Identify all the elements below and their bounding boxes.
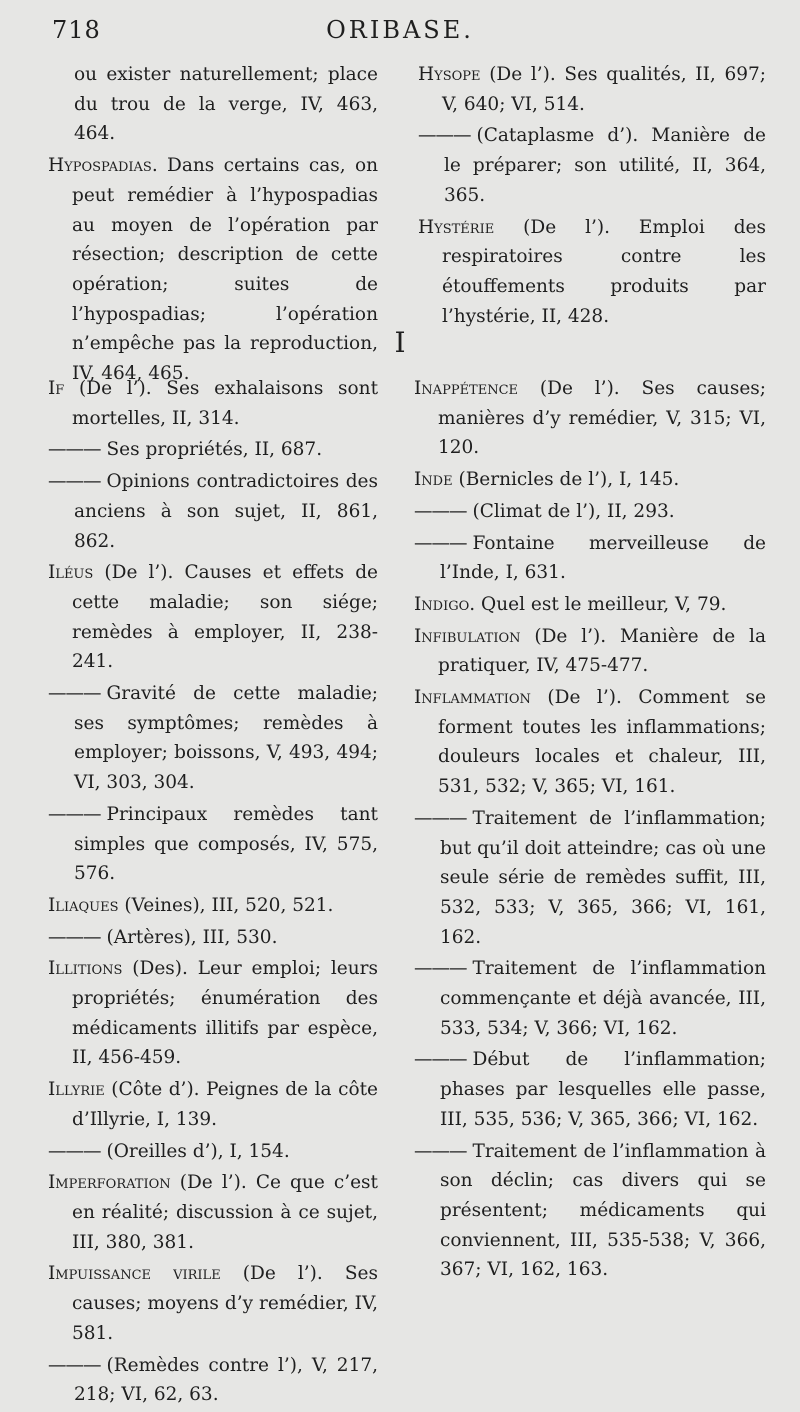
index-entry [414,465,766,495]
index-term: Hypospadias. [48,155,158,177]
index-term: Illyrie [48,1079,105,1101]
ditto-dash: ——— [48,803,101,825]
index-subentry [418,121,766,210]
ditto-dash: ——— [48,439,101,461]
index-subentry [48,435,378,465]
index-term: Imperforation [48,1172,171,1194]
index-text: (Bernicles de l’), I, 145. [452,469,680,491]
index-continuation [48,60,378,149]
ditto-dash: ——— [414,1049,467,1071]
index-text: (De l’). Emploi des respiratoires contre les étouffements produits par l’hystérie, II, 428. [442,216,766,327]
index-subentry [48,1351,378,1410]
index-text: Traitement de l’inflammation à son déclin; cas divers qui se présentent; médicaments qui conviennent, III, 535-538; V, 366, 367; VI, 162, 163. [440,1140,766,1281]
index-subentry [414,1137,766,1286]
index-text: (De l’). Ce que c’est en réalité; discussion à ce sujet, III, 380, 381. [72,1172,378,1253]
index-entry [418,213,766,332]
column-bottom-left [48,374,378,1412]
index-text: Ses propriétés, II, 687. [106,439,323,461]
running-title: ORIBASE. [326,16,474,44]
index-entry [414,622,766,681]
index-text: Gravité de cette maladie; ses symptômes; remèdes à employer; boissons, V, 493, 494; VI, 303, 304. [74,683,378,794]
index-entry [48,1075,378,1134]
index-term: Iléus [48,562,94,584]
index-text: (Côte d’). Peignes de la côte d’Illyrie, I, 139. [72,1079,378,1130]
index-text: (Des). Leur emploi; leurs propriétés; énumération des médicaments illitifs par espèce, II, 456-459. [72,958,378,1069]
index-subentry [414,529,766,588]
index-subentry [48,800,378,889]
ditto-dash: ——— [48,471,101,493]
ditto-dash: ——— [48,1354,101,1376]
ditto-dash: ——— [48,926,101,948]
index-term: Infibulation [414,625,521,647]
index-term: If [48,378,65,399]
index-entry [48,558,378,677]
page-number: 718 [52,16,101,44]
index-entry [48,374,378,433]
index-text: (De l’). Manière de la pratiquer, IV, 475-477. [438,625,766,677]
index-text: Opinions contradictoires des anciens à son sujet, II, 861, 862. [74,471,378,552]
index-term: Inflammation [414,687,531,709]
column-top-right [418,60,766,333]
index-text: Traitement de l’inflammation commençante et déjà avancée, III, 533, 534; V, 366; VI, 162. [440,958,766,1039]
ditto-dash: ——— [414,532,467,554]
index-term: Inappétence [414,378,519,399]
index-term: Impuissance virile [48,1263,221,1285]
index-text: Traitement de l’inflammation; but qu’il doit atteindre; cas où une seule série de remèdes suffit, III, 532, 533; V, 365, 366; VI, 161, 162. [440,807,766,948]
index-subentry [48,923,378,953]
ditto-dash: ——— [48,683,101,705]
index-subentry [48,679,378,798]
index-subentry [414,497,766,527]
index-term: Illitions [48,958,123,980]
index-entry [414,590,766,620]
index-subentry [48,1137,378,1167]
page-header [0,12,800,52]
index-term: Hystérie [418,216,495,238]
index-text: Quel est le meilleur, V, 79. [475,593,727,615]
index-text: (De l’). Causes et effets de cette maladie; son siége; remèdes à employer, II, 238-241. [72,562,378,673]
index-term: Hysope [418,64,481,85]
index-text: (De l’). Ses causes; manières d’y remédier, V, 315; VI, 120. [438,378,766,459]
index-text: (Climat de l’), II, 293. [472,500,675,522]
index-text: (Remèdes contre l’), V, 217, 218; VI, 62, 63. [74,1354,378,1406]
index-text: Principaux remèdes tant simples que composés, IV, 575, 576. [74,803,378,885]
index-term: Inde [414,469,453,491]
index-subentry [414,1045,766,1134]
index-entry [418,60,766,119]
index-subentry [414,804,766,953]
index-text: Dans certains cas, on peut remédier à l’hypospadias au moyen de l’opération par résection; description de cette opération; suites de l’hypospadias; l’opération n’empêche pas la reproduction, IV, 464, 465. [72,155,378,385]
index-text: Fontaine merveilleuse de l’Inde, I, 631. [440,532,766,584]
index-subentry [48,467,378,556]
column-bottom-right [414,374,766,1287]
ditto-dash: ——— [414,1140,467,1162]
index-term: Iliaques [48,894,119,916]
index-text: (Cataplasme d’). Manière de le préparer; son utilité, II, 364, 365. [444,125,766,206]
index-entry [48,1168,378,1257]
index-text: Début de l’inflammation; phases par lesquelles elle passe, III, 535, 536; V, 365, 366; VI, 162. [440,1049,766,1130]
ditto-dash: ——— [414,958,467,980]
index-entry [414,374,766,463]
index-text: (De l’). Ses causes; moyens d’y remédier, IV, 581. [72,1263,378,1344]
index-entry [48,954,378,1073]
index-text: (De l’). Ses qualités, II, 697; V, 640; VI, 514. [442,64,766,115]
index-text: ou exister naturellement; place du trou de la verge, IV, 463, 464. [74,64,378,145]
index-subentry [414,954,766,1043]
index-text: (De l’). Ses exhalaisons sont mortelles, II, 314. [64,378,378,429]
ditto-dash: ——— [414,500,467,522]
ditto-dash: ——— [48,1140,101,1162]
ditto-dash: ——— [418,125,471,147]
index-text: (Artères), III, 530. [106,926,278,948]
index-entry [48,891,378,921]
index-text: (Oreilles d’), I, 154. [106,1140,290,1162]
section-letter: I [394,326,406,359]
index-text: (De l’). Comment se forment toutes les inflammations; douleurs locales et chaleur, III, 531, 532; V, 365; VI, 161. [438,687,766,798]
index-entry [414,683,766,802]
index-text: (Veines), III, 520, 521. [118,894,334,916]
index-term: Indigo. [414,593,476,615]
ditto-dash: ——— [414,807,467,829]
